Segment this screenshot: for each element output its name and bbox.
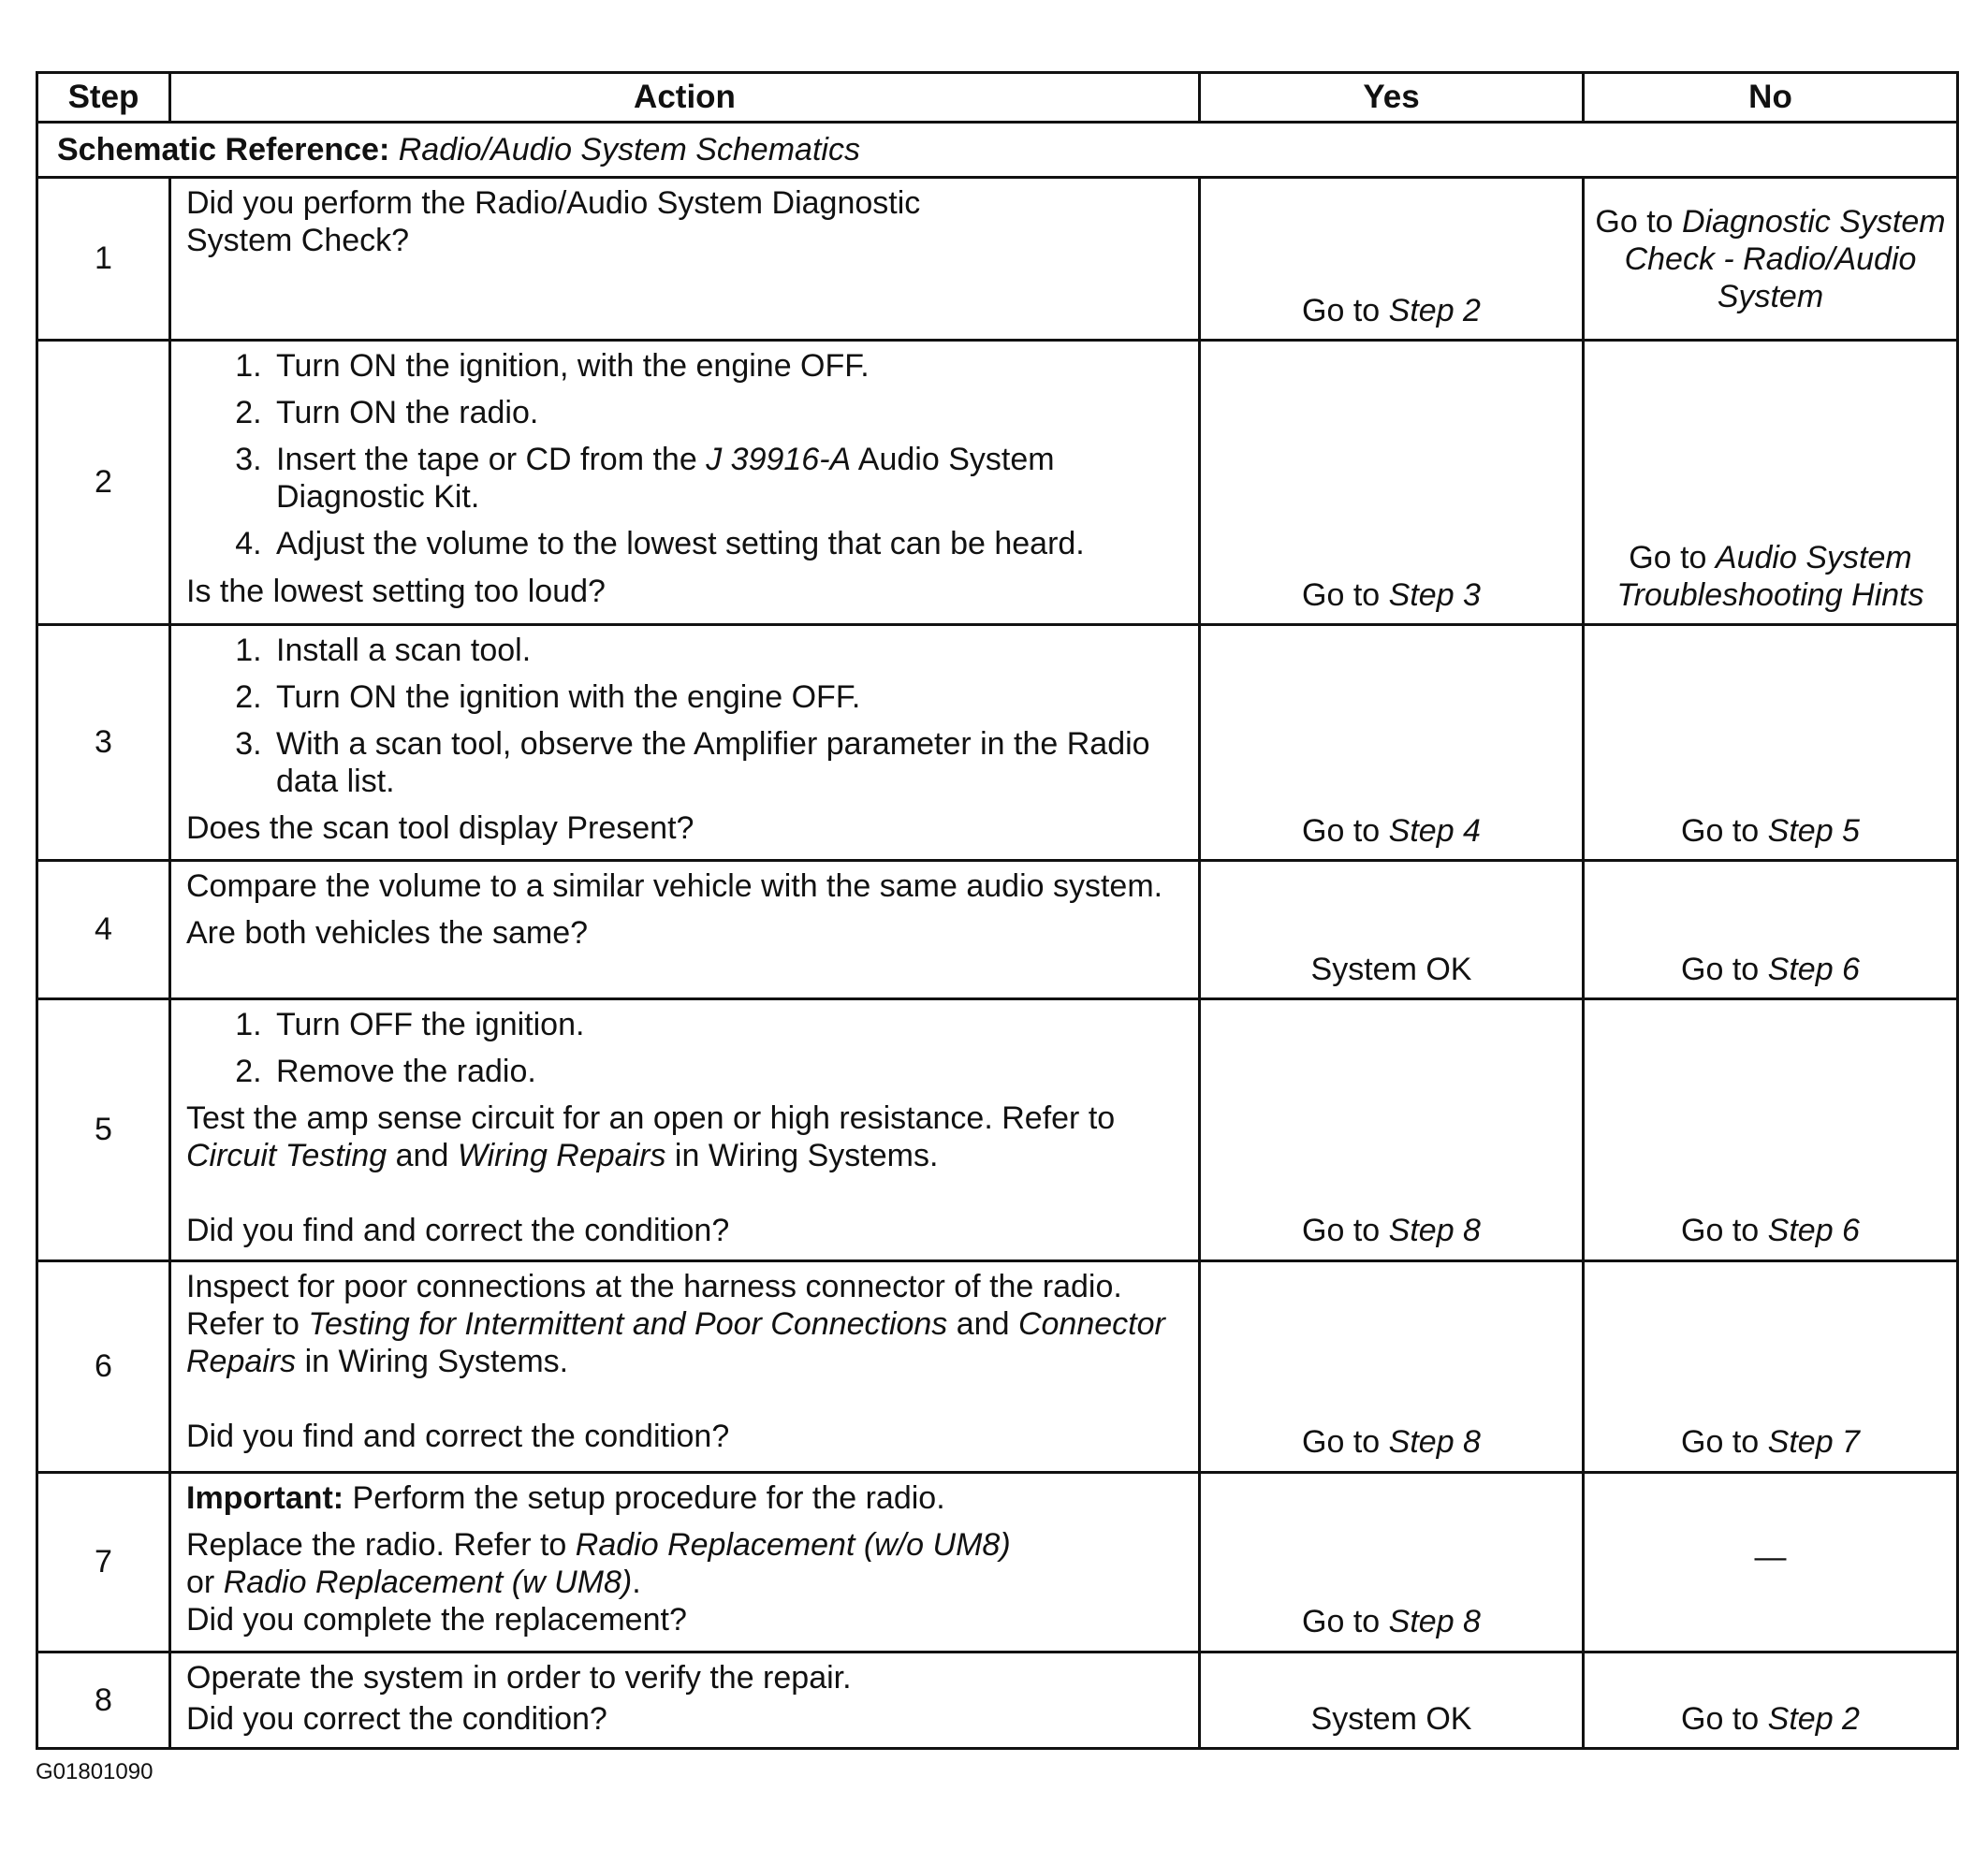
action-cell: [170, 341, 1200, 625]
action-text: Test the amp sense circuit for an open or high resistance. Refer to Circuit Testing and Wiring Repairs in Wiring Systems.: [186, 1100, 1116, 1174]
no-cell: [1584, 1260, 1958, 1472]
action-cell: [170, 1652, 1200, 1748]
header-row: [37, 73, 1958, 123]
radio-replacement-w-um8-link[interactable]: Radio Replacement (w UM8): [223, 1564, 633, 1600]
action-question: Did you complete the replacement?: [186, 1601, 687, 1638]
action-steps: [186, 632, 1185, 800]
no-prefix: Go to: [1681, 1213, 1760, 1249]
no-link[interactable]: Audio System Troubleshooting Hints: [1616, 539, 1924, 613]
action-cell: [170, 1472, 1200, 1652]
schematic-reference: [37, 123, 1958, 178]
action-question: Did you correct the condition?: [186, 1700, 607, 1737]
no-link[interactable]: Step 7: [1767, 1424, 1860, 1461]
yes-prefix: Go to: [1302, 1604, 1381, 1640]
yes-link[interactable]: Step 8: [1388, 1424, 1481, 1461]
action-text: Inspect for poor connections at the harness connector of the radio. Refer to Testing for Intermittent and Poor Connections and Connector Repairs in Wiring Systems.: [186, 1268, 1165, 1379]
yes-cell: [1200, 178, 1584, 341]
figure-id: G01801090: [36, 1759, 153, 1784]
table-row: [37, 341, 1958, 625]
table-row: [37, 1652, 1958, 1748]
action-text: Compare the volume to a similar vehicle with the same audio system.: [186, 868, 1163, 904]
schematic-row: [37, 123, 1958, 178]
header-action: Action: [170, 73, 1200, 123]
action-cell: [170, 861, 1200, 999]
schematic-link[interactable]: Radio/Audio System Schematics: [398, 131, 860, 167]
no-prefix: Go to: [1629, 539, 1707, 575]
important-label: Important:: [186, 1479, 344, 1516]
yes-cell: [1200, 1260, 1584, 1472]
yes-cell: System OK: [1200, 1652, 1584, 1748]
no-link[interactable]: Step 6: [1767, 1213, 1860, 1249]
no-link[interactable]: Step 5: [1767, 812, 1860, 849]
action-step: 3. Insert the tape or CD from the J 39916-A Audio System Diagnostic Kit.: [270, 441, 1185, 516]
yes-link[interactable]: Step 8: [1388, 1604, 1481, 1640]
yes-link[interactable]: Step 4: [1388, 812, 1481, 849]
no-prefix: Go to: [1681, 812, 1760, 849]
no-link[interactable]: Step 2: [1767, 1700, 1860, 1737]
no-link[interactable]: Diagnostic System Check - Radio/Audio System: [1624, 204, 1946, 315]
table-row: [37, 1260, 1958, 1472]
table-row: [37, 1472, 1958, 1652]
no-cell: [1584, 625, 1958, 861]
no-prefix: Go to: [1595, 204, 1674, 240]
intermittent-connections-link[interactable]: Testing for Intermittent and Poor Connections: [308, 1305, 948, 1342]
wiring-repairs-link[interactable]: Wiring Repairs: [457, 1138, 666, 1174]
no-cell: [1584, 341, 1958, 625]
connector-repairs-link[interactable]: Connector Repairs: [186, 1305, 1165, 1379]
action-step: 1. Turn OFF the ignition.: [270, 1006, 1185, 1043]
action-steps: [186, 1006, 1185, 1090]
yes-cell: [1200, 341, 1584, 625]
yes-cell: [1200, 1472, 1584, 1652]
yes-cell: [1200, 625, 1584, 861]
table-row: [37, 178, 1958, 341]
action-question: Does the scan tool display Present?: [186, 810, 694, 847]
action-steps: [186, 347, 1185, 563]
action-step: 4. Adjust the volume to the lowest setting that can be heard.: [270, 525, 1185, 562]
table-row: [37, 861, 1958, 999]
radio-replacement-wo-um8-link[interactable]: Radio Replacement (w/o UM8): [575, 1526, 1011, 1563]
step-number: 8: [37, 1652, 170, 1748]
yes-link[interactable]: Step 8: [1388, 1213, 1481, 1249]
no-cell: —: [1584, 1472, 1958, 1652]
header-yes: Yes: [1200, 73, 1584, 123]
step-number: 5: [37, 999, 170, 1261]
action-step: 2. Turn ON the ignition with the engine OFF.: [270, 678, 1185, 716]
no-cell: [1584, 861, 1958, 999]
action-step: 1. Install a scan tool.: [270, 632, 1185, 669]
step-number: 2: [37, 341, 170, 625]
action-text: Operate the system in order to verify the repair.: [186, 1659, 852, 1696]
yes-cell: [1200, 999, 1584, 1261]
no-cell: [1584, 1652, 1958, 1748]
schematic-label: Schematic Reference:: [57, 131, 390, 167]
tool-reference: J 39916-A: [706, 442, 852, 478]
step-number: 3: [37, 625, 170, 861]
yes-prefix: Go to: [1302, 1424, 1381, 1461]
circuit-testing-link[interactable]: Circuit Testing: [186, 1138, 387, 1174]
action-step: 1. Turn ON the ignition, with the engine OFF.: [270, 347, 1185, 385]
yes-prefix: Go to: [1302, 576, 1381, 613]
action-step: 3. With a scan tool, observe the Amplifier parameter in the Radio data list.: [270, 725, 1185, 800]
yes-prefix: Go to: [1302, 1213, 1381, 1249]
action-text: Replace the radio. Refer to Radio Replacement (w/o UM8) or Radio Replacement (w UM8).: [186, 1526, 1011, 1600]
action-text: Did you perform the Radio/Audio System Diagnostic System Check?: [186, 185, 921, 259]
step-number: 1: [37, 178, 170, 341]
action-cell: [170, 625, 1200, 861]
no-cell: [1584, 999, 1958, 1261]
important-note: Important: Perform the setup procedure for the radio.: [186, 1479, 945, 1516]
no-prefix: Go to: [1681, 1424, 1760, 1461]
header-step: Step: [37, 73, 170, 123]
action-question: Are both vehicles the same?: [186, 915, 589, 952]
step-number: 4: [37, 861, 170, 999]
table-row: [37, 625, 1958, 861]
action-cell: [170, 999, 1200, 1261]
yes-link[interactable]: Step 2: [1388, 292, 1481, 328]
yes-cell: System OK: [1200, 861, 1584, 999]
action-question: Did you find and correct the condition?: [186, 1213, 730, 1249]
no-link[interactable]: Step 6: [1767, 951, 1860, 987]
no-cell: [1584, 178, 1958, 341]
action-cell: [170, 1260, 1200, 1472]
action-step: 2. Remove the radio.: [270, 1053, 1185, 1090]
table-row: [37, 999, 1958, 1261]
step-number: 6: [37, 1260, 170, 1472]
action-question: Did you find and correct the condition?: [186, 1418, 730, 1454]
no-prefix: Go to: [1681, 951, 1760, 987]
action-question: Is the lowest setting too loud?: [186, 573, 606, 609]
diagnostic-table: [36, 71, 1959, 1750]
header-no: No: [1584, 73, 1958, 123]
yes-link[interactable]: Step 3: [1388, 576, 1481, 613]
action-cell: [170, 178, 1200, 341]
no-prefix: Go to: [1681, 1700, 1760, 1737]
step-number: 7: [37, 1472, 170, 1652]
yes-prefix: Go to: [1302, 812, 1381, 849]
yes-prefix: Go to: [1302, 292, 1381, 328]
action-step: 2. Turn ON the radio.: [270, 394, 1185, 431]
